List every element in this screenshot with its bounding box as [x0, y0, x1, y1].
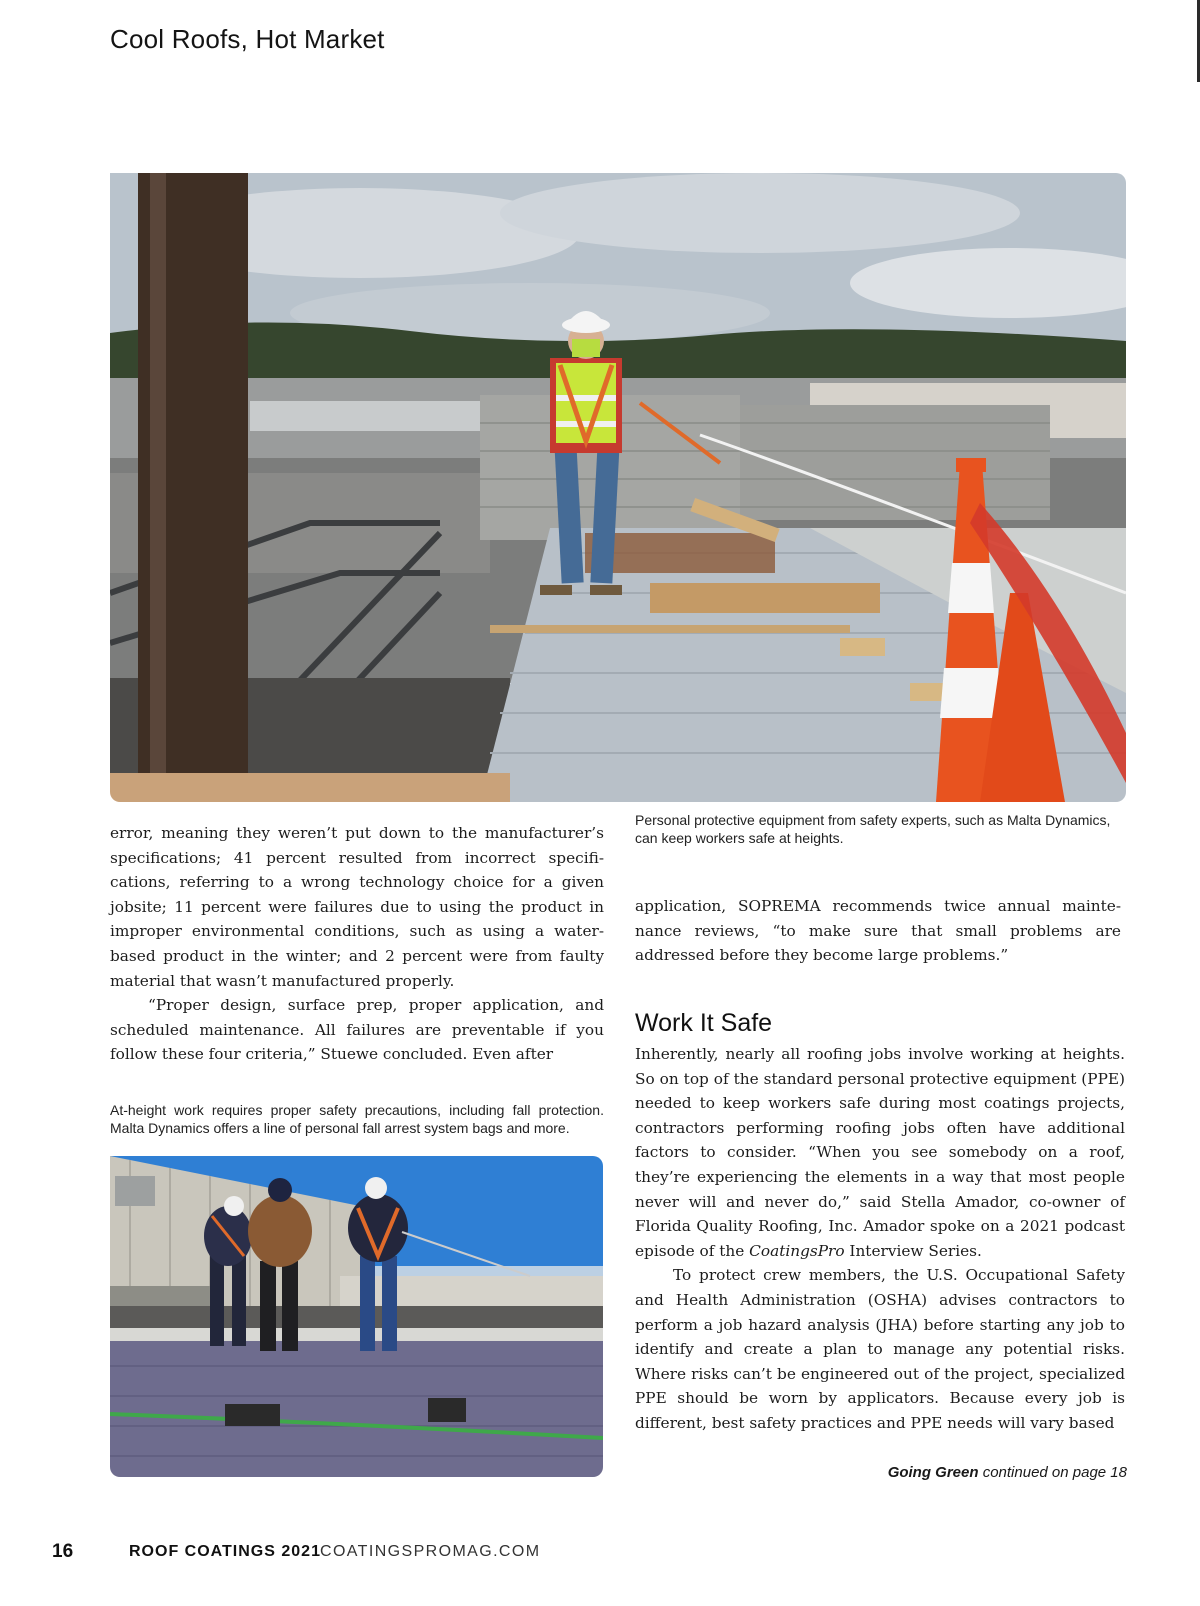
photo-caption-main: Personal protective equipment from safety experts, such as Malta Dynamics, can keep workers safe at heights.	[635, 812, 1111, 846]
small-photo-illustration	[110, 1156, 603, 1477]
right-text-column-top	[635, 894, 1121, 968]
continued-text: continued on page 18	[978, 1464, 1127, 1481]
publication-title: ROOF COATINGS 2021	[129, 1543, 321, 1560]
right-text-column-bottom	[635, 1042, 1125, 1436]
section-title: Cool Roofs, Hot Market	[110, 24, 385, 54]
small-photo	[110, 1156, 603, 1477]
right-paragraph-2-end: Interview Series.	[844, 1241, 982, 1260]
magazine-name: CoatingsPro	[749, 1241, 845, 1260]
work-it-safe-subhead: Work It Safe	[635, 1009, 773, 1037]
right-paragraph-2	[635, 1042, 1125, 1263]
equipment-bag-1	[225, 1404, 280, 1426]
left-text-column	[110, 821, 604, 1067]
equipment-bag-2	[428, 1398, 466, 1422]
pallet	[650, 583, 880, 613]
continued-note	[888, 1464, 1127, 1481]
main-photo	[110, 173, 1126, 802]
website-link[interactable]: COATINGSPROMAG.COM	[320, 1543, 541, 1560]
page-number: 16	[52, 1541, 74, 1562]
left-paragraph-2: “Proper design, surface prep, proper application, and scheduled maintenance. All failures are preventable if you follow these four criteria,” Stuewe concluded. Even after	[110, 996, 604, 1064]
left-paragraph-1: error, meaning they weren’t put down to the manufacturer’s specifications; 41 percent resulted from incorrect specifications, referring to a wrong technology choice for a given jobsite; 11 percent were failures due to using the product in improper environmental conditions, such as using a water-based product in the winter; and 2 percent were from faulty material that wasn’t manufactured properly.	[110, 824, 604, 990]
right-paragraph-2-text: Inherently, nearly all roofing jobs involve working at heights. So on top of the standard personal protective equipment (PPE) needed to keep workers safe during most coatings projects, contractors performing roofing jobs often have additional factors to consider. “When you see somebody on a roof, they’re experiencing the elements in a way that most people never will and never do,” said Stella Amador, co-owner of Florida Quality Roofing, Inc. Amador spoke on a 2021 podcast episode of the	[635, 1045, 1125, 1260]
right-paragraph-1: application, SOPREMA recommends twice annual maintenance reviews, “to make sure that small problems are addressed before they become large problems.”	[635, 897, 1121, 965]
photo-caption-small: At-height work requires proper safety precautions, including fall protection. Malta Dynamics offers a line of personal fall arrest system bags and more.	[110, 1102, 604, 1136]
main-photo-illustration	[110, 173, 1126, 802]
right-paragraph-3: To protect crew members, the U.S. Occupational Safety and Health Administration (OSHA) advises contractors to perform a job hazard analysis (JHA) before starting any job to identify and create a plan to manage any potential risks. Where risks can’t be engineered out of the project, specialized PPE should be worn by applicators. Because every job is different, best safety practices and PPE needs will vary based	[635, 1266, 1125, 1432]
continued-title: Going Green	[887, 1464, 979, 1481]
